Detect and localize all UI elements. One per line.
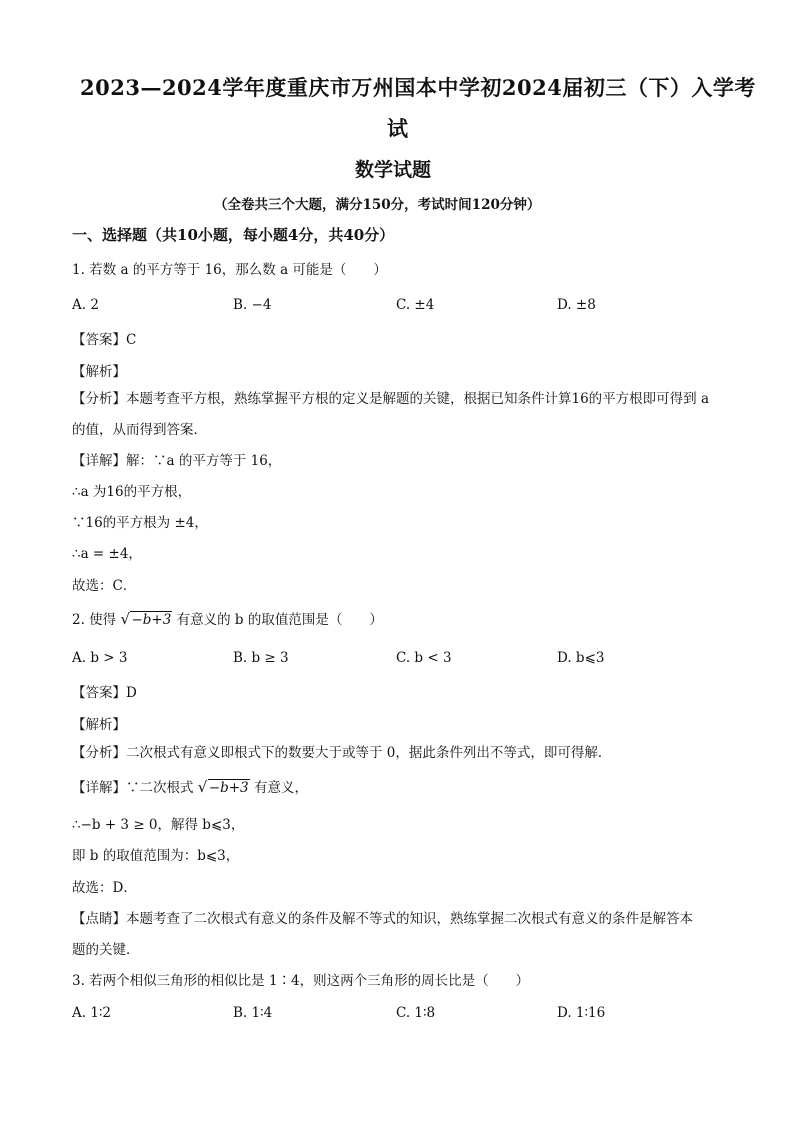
q2-stem-post: 有意义的 b 的取值范围是（ ） xyxy=(176,612,383,628)
q1-detail-line: ∵16的平方根为 ±4， xyxy=(72,515,208,531)
exam-title-line2: 试 xyxy=(387,116,409,141)
q1-option-a: A. 2 xyxy=(72,297,99,313)
exam-subject: 数学试题 xyxy=(355,159,432,181)
sqrt-expression xyxy=(120,612,172,628)
q1-detail-line: 故选：C． xyxy=(72,578,137,594)
q2-detail xyxy=(72,780,308,796)
q2-option-a: A. b > 3 xyxy=(72,650,128,666)
q2-dianjing-line1: 【点睛】本题考查了二次根式有意义的条件及解不等式的知识，熟练掌握二次根式有意义的条件是解答本 xyxy=(72,911,693,927)
q2-analysis-tag: 【解析】 xyxy=(72,717,126,733)
q2-detail-radicand: −b+3 xyxy=(208,780,249,796)
q1-answer: 【答案】C xyxy=(72,332,137,348)
q1-fenxi-line1: 【分析】本题考查平方根，熟练掌握平方根的定义是解题的关键，根据已知条件计算16的平方根即可得到 a xyxy=(72,391,710,407)
exam-note: （全卷共三个大题，满分150分，考试时间120分钟） xyxy=(214,197,541,213)
q2-radicand: −b+3 xyxy=(131,612,172,628)
q3-option-b: B. 1∶4 xyxy=(233,1005,273,1021)
q2-detail-pre: 【详解】∵二次根式 xyxy=(72,780,194,796)
q2-stem xyxy=(72,612,383,628)
q2-detail-post: 有意义， xyxy=(253,780,308,796)
q2-detail-line: ∴−b + 3 ≥ 0，解得 b⩽3， xyxy=(72,817,245,833)
q2-detail-line: 故选：D． xyxy=(72,880,137,896)
q1-detail-line: ∴a 为16的平方根， xyxy=(72,484,192,500)
q2-detail-line: 即 b 的取值范围为：b⩽3， xyxy=(72,848,240,864)
q3-option-d: D. 1∶16 xyxy=(557,1005,606,1021)
exam-title-line1: 2023—2024学年度重庆市万州国本中学初2024届初三（下）入学考 xyxy=(80,75,756,100)
q3-option-c: C. 1∶8 xyxy=(396,1005,436,1021)
q1-option-c: C. ±4 xyxy=(396,297,435,313)
q1-detail-line: 【详解】解：∵a 的平方等于 16， xyxy=(72,453,282,469)
q1-option-d: D. ±8 xyxy=(557,297,596,313)
q2-answer: 【答案】D xyxy=(72,685,137,701)
q2-stem-pre: 2. 使得 xyxy=(72,612,117,628)
section-heading: 一、选择题（共10小题，每小题4分，共40分） xyxy=(72,226,395,244)
q3-stem: 3. 若两个相似三角形的相似比是 1∶4，则这两个三角形的周长比是（ ） xyxy=(72,973,530,989)
q2-fenxi: 【分析】二次根式有意义即根式下的数要大于或等于 0，据此条件列出不等式，即可得解． xyxy=(72,745,612,761)
q1-analysis-tag: 【解析】 xyxy=(72,364,126,380)
sqrt-expression xyxy=(198,780,250,796)
q3-option-a: A. 1∶2 xyxy=(72,1005,112,1021)
q1-stem: 1. 若数 a 的平方等于 16，那么数 a 可能是（ ） xyxy=(72,262,387,278)
q1-detail-line: ∴a = ±4， xyxy=(72,546,142,562)
q1-fenxi-line2: 的值，从而得到答案． xyxy=(72,422,207,438)
q2-option-d: D. b⩽3 xyxy=(557,650,605,666)
q2-option-b: B. b ≥ 3 xyxy=(233,650,289,666)
q1-option-b: B. −4 xyxy=(233,297,272,313)
q2-dianjing-line2: 题的关键． xyxy=(72,942,140,958)
q2-option-c: C. b < 3 xyxy=(396,650,452,666)
